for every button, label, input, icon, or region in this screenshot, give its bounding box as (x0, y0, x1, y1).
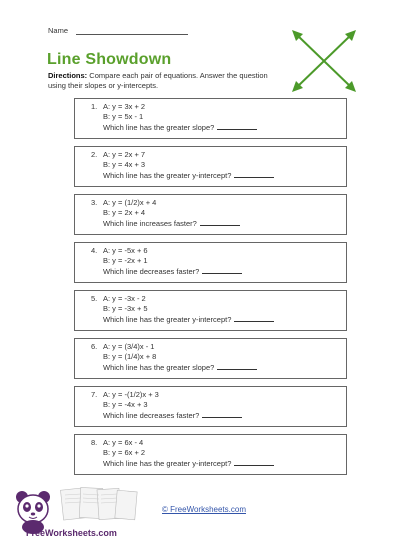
problem-number: 3. (91, 198, 98, 207)
question-text: Which line decreases faster? (103, 411, 200, 420)
equation-b: B: y = 4x + 3 (103, 160, 146, 169)
name-field[interactable] (76, 26, 188, 35)
problem-number: 6. (91, 342, 98, 351)
equation-a: A: y = 2x + 7 (103, 150, 146, 159)
answer-blank[interactable] (234, 170, 274, 178)
equation-b: B: y = (1/4)x + 8 (103, 352, 157, 361)
question-text: Which line has the greater y-intercept? (103, 459, 232, 468)
question (103, 410, 346, 421)
equation-a: A: y = 3x + 2 (103, 102, 146, 111)
problem-number: 1. (91, 102, 98, 111)
equation-a: A: y = -5x + 6 (103, 246, 148, 255)
question-text: Which line has the greater slope? (103, 363, 215, 372)
directions-text: Compare each pair of equations. Answer the question using their slopes or y-intercepts. (48, 71, 268, 90)
equation-a: A: y = (1/2)x + 4 (103, 198, 157, 207)
problem-number: 7. (91, 390, 98, 399)
answer-blank[interactable] (200, 218, 240, 226)
equation-b: B: y = 6x + 2 (103, 448, 146, 457)
answer-blank[interactable] (234, 458, 274, 466)
answer-blank[interactable] (202, 410, 242, 418)
svg-text:FreeWorksheets.com: FreeWorksheets.com (26, 528, 117, 538)
answer-blank[interactable] (234, 314, 274, 322)
problem-list (74, 98, 347, 482)
question (103, 314, 346, 325)
directions-label: Directions: (48, 71, 88, 80)
problem-number: 2. (91, 150, 98, 159)
problem-7 (74, 386, 347, 427)
question (103, 122, 346, 133)
equation-b: B: y = -4x + 3 (103, 400, 148, 409)
question (103, 458, 346, 469)
equation-b: B: y = 2x + 4 (103, 208, 146, 217)
problem-3 (74, 194, 347, 235)
footer-link[interactable]: © FreeWorksheets.com (162, 505, 246, 514)
equation-a: A: y = -(1/2)x + 3 (103, 390, 159, 399)
problem-5 (74, 290, 347, 331)
problem-2 (74, 146, 347, 187)
question-text: Which line decreases faster? (103, 267, 200, 276)
equation-a: A: y = (3/4)x - 1 (103, 342, 155, 351)
question-text: Which line increases faster? (103, 219, 197, 228)
question-text: Which line has the greater y-intercept? (103, 315, 232, 324)
worksheet-title: Line Showdown (47, 51, 172, 68)
problem-4 (74, 242, 347, 283)
question-text: Which line has the greater y-intercept? (103, 171, 232, 180)
question-text: Which line has the greater slope? (103, 123, 215, 132)
equation-b: B: y = 5x - 1 (103, 112, 144, 121)
equation-b: B: y = -2x + 1 (103, 256, 148, 265)
directions (48, 71, 280, 91)
question (103, 170, 346, 181)
equation-a: A: y = -3x - 2 (103, 294, 146, 303)
name-row (48, 26, 188, 35)
problem-1 (74, 98, 347, 139)
problem-8 (74, 434, 347, 475)
freeworksheets-logo (4, 483, 144, 539)
name-label: Name (48, 26, 69, 35)
answer-blank[interactable] (217, 362, 257, 370)
equation-a: A: y = 6x - 4 (103, 438, 144, 447)
answer-blank[interactable] (217, 122, 257, 130)
problem-number: 5. (91, 294, 98, 303)
crossing-lines-icon (286, 26, 362, 96)
question (103, 362, 346, 373)
question (103, 218, 346, 229)
problem-number: 4. (91, 246, 98, 255)
equation-b: B: y = -3x + 5 (103, 304, 148, 313)
problem-6 (74, 338, 347, 379)
question (103, 266, 346, 277)
problem-number: 8. (91, 438, 98, 447)
answer-blank[interactable] (202, 266, 242, 274)
